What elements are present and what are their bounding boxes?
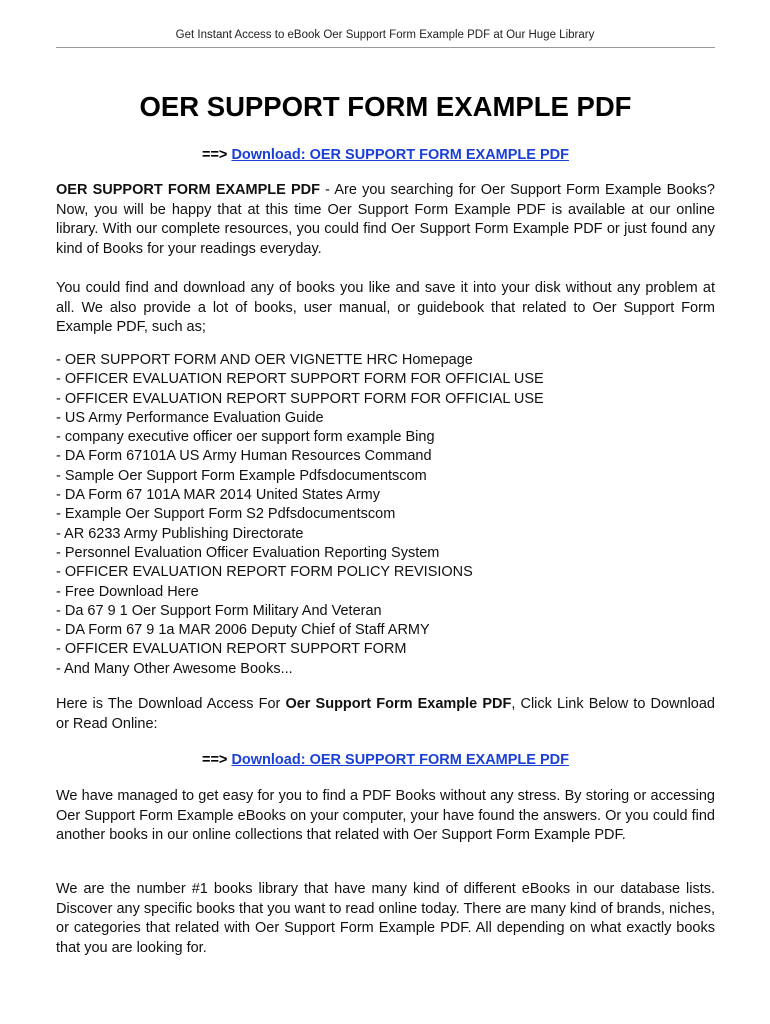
related-books-paragraph: You could find and download any of books you like and save it into your disk without any problem at all. We also provide a lot of books, user manual, or guidebook that related to Oer Support Form Example PDF, such as; <box>56 280 715 335</box>
list-item: - Personnel Evaluation Officer Evaluation Reporting System <box>56 544 440 561</box>
list-item: - US Army Performance Evaluation Guide <box>56 409 324 426</box>
access-text-after: , Click Link Below to Download or Read Online: <box>56 696 715 732</box>
list-item: - Da 67 9 1 Oer Support Form Military And Veteran <box>56 602 382 619</box>
library-paragraph: We are the number #1 books library that have many kind of different eBooks in our database lists. Discover any specific books that you want to read online today. There are many kind of brands, niches, or categories that related with Oer Support Form Example PDF. All depending on what exactly books that you are looking for. <box>56 881 715 956</box>
list-item: - DA Form 67 9 1a MAR 2006 Deputy Chief of Staff ARMY <box>56 622 430 639</box>
intro-lead: OER SUPPORT FORM EXAMPLE PDF <box>56 182 320 198</box>
list-item: - DA Form 67101A US Army Human Resources Command <box>56 448 432 465</box>
download-link-top[interactable]: Download: OER SUPPORT FORM EXAMPLE PDF <box>231 147 569 163</box>
page-header: Get Instant Access to eBook Oer Support Form Example PDF at Our Huge Library <box>175 29 595 41</box>
list-item: - And Many Other Awesome Books... <box>56 660 293 677</box>
list-item: - OFFICER EVALUATION REPORT SUPPORT FORM FOR OFFICIAL USE <box>56 390 544 407</box>
access-text-bold: Oer Support Form Example PDF <box>285 696 512 712</box>
list-item: - OER SUPPORT FORM AND OER VIGNETTE HRC Homepage <box>56 352 473 368</box>
download-line-top <box>56 145 715 165</box>
document-title: OER SUPPORT FORM EXAMPLE PDF <box>139 91 632 122</box>
list-item: - Example Oer Support Form S2 Pdfsdocumentscom <box>56 506 396 523</box>
book-list <box>56 351 715 679</box>
download-access-paragraph <box>56 695 715 734</box>
intro-text: - Are you searching for Oer Support Form Example Books? Now, you will be happy that at this time Oer Support Form Example PDF is available at our online library. With our complete resources, you could find Oer Support Form Example PDF or just found any kind of Books for your readings everyday. <box>56 182 715 257</box>
list-item: - company executive officer oer support form example Bing <box>56 429 435 446</box>
list-item: - DA Form 67 101A MAR 2014 United States Army <box>56 487 380 504</box>
list-item: - OFFICER EVALUATION REPORT SUPPORT FORM FOR OFFICIAL USE <box>56 371 544 388</box>
download-line-bottom <box>56 750 715 770</box>
download-arrow: ==> <box>202 752 228 768</box>
access-text-before: Here is The Download Access For <box>56 696 286 712</box>
header-divider <box>56 47 715 48</box>
storage-paragraph: We have managed to get easy for you to find a PDF Books without any stress. By storing or accessing Oer Support Form Example eBooks on your computer, your have found the answers. Or you could find another books in our online collections that related with Oer Support Form Example PDF. <box>56 788 715 843</box>
download-arrow: ==> <box>202 147 228 163</box>
list-item: - AR 6233 Army Publishing Directorate <box>56 525 304 542</box>
download-link-bottom[interactable]: Download: OER SUPPORT FORM EXAMPLE PDF <box>231 752 569 768</box>
list-item: - Sample Oer Support Form Example Pdfsdocumentscom <box>56 467 427 484</box>
intro-paragraph <box>56 181 715 259</box>
list-item: - OFFICER EVALUATION REPORT FORM POLICY REVISIONS <box>56 564 473 581</box>
list-item: - Free Download Here <box>56 583 199 600</box>
list-item: - OFFICER EVALUATION REPORT SUPPORT FORM <box>56 641 407 658</box>
